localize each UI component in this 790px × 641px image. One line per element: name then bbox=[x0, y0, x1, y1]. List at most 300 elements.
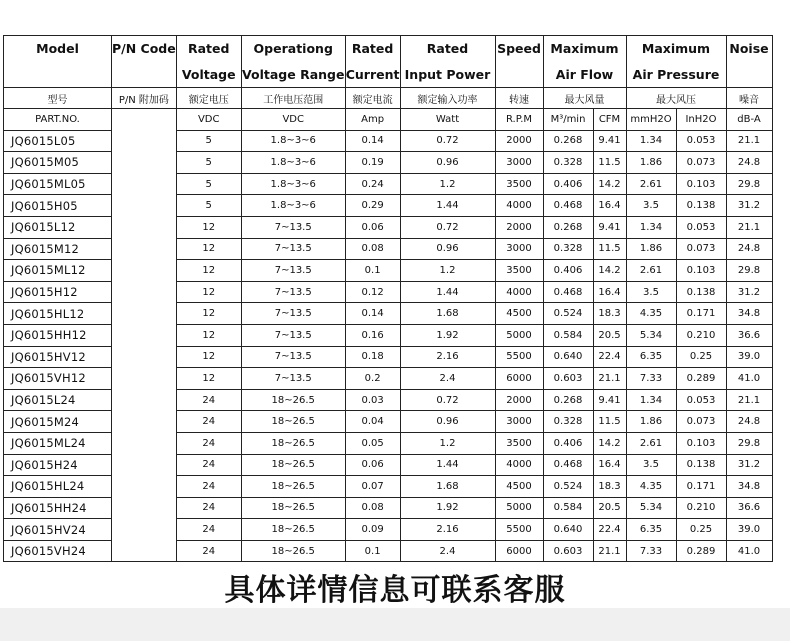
cell-model: JQ6015ML05 bbox=[4, 173, 112, 195]
pn-code-cell bbox=[112, 130, 177, 152]
table-row bbox=[4, 281, 773, 303]
cell-flow-m3: 0.468 bbox=[543, 281, 593, 303]
header-pn-code: P/N Code bbox=[112, 36, 177, 88]
table-row bbox=[4, 389, 773, 411]
header-operating-voltage-1: Operationg bbox=[241, 36, 345, 63]
cell-flow-m3: 0.524 bbox=[543, 476, 593, 498]
cell-flow-m3: 0.640 bbox=[543, 519, 593, 541]
cell-flow-m3: 0.603 bbox=[543, 540, 593, 562]
unit-part-no: PART.NO. bbox=[4, 109, 112, 131]
cell-model: JQ6015H12 bbox=[4, 281, 112, 303]
cell-rated-current: 0.03 bbox=[345, 389, 400, 411]
cell-flow-m3: 0.406 bbox=[543, 260, 593, 282]
table-row bbox=[4, 152, 773, 174]
table-row bbox=[4, 519, 773, 541]
cell-flow-cfm: 16.4 bbox=[593, 281, 626, 303]
cell-voltage-range: 7~13.5 bbox=[241, 368, 345, 390]
header-noise: Noise bbox=[726, 36, 772, 88]
cell-rated-voltage: 24 bbox=[176, 519, 241, 541]
cell-speed: 4000 bbox=[495, 195, 543, 217]
header-air-flow-1: Maximum bbox=[543, 36, 626, 63]
unit-voltage: VDC bbox=[176, 109, 241, 131]
unit-flow-cfm: CFM bbox=[593, 109, 626, 131]
cell-speed: 5500 bbox=[495, 346, 543, 368]
cell-rated-current: 0.19 bbox=[345, 152, 400, 174]
table-row bbox=[4, 346, 773, 368]
cell-pressure-mm: 7.33 bbox=[626, 368, 676, 390]
cell-speed: 2000 bbox=[495, 216, 543, 238]
table-row bbox=[4, 454, 773, 476]
cell-input-power: 0.96 bbox=[400, 152, 495, 174]
cell-rated-voltage: 12 bbox=[176, 368, 241, 390]
cell-input-power: 1.2 bbox=[400, 432, 495, 454]
cell-flow-m3: 0.468 bbox=[543, 195, 593, 217]
cell-pressure-mm: 6.35 bbox=[626, 519, 676, 541]
spec-table bbox=[3, 35, 773, 562]
cell-voltage-range: 18~26.5 bbox=[241, 411, 345, 433]
cell-flow-m3: 0.268 bbox=[543, 389, 593, 411]
unit-noise: dB-A bbox=[726, 109, 772, 131]
table-row bbox=[4, 476, 773, 498]
cell-rated-voltage: 24 bbox=[176, 476, 241, 498]
unit-power: Watt bbox=[400, 109, 495, 131]
cell-flow-cfm: 9.41 bbox=[593, 130, 626, 152]
cell-speed: 5000 bbox=[495, 324, 543, 346]
cell-noise: 24.8 bbox=[726, 411, 772, 433]
table-row bbox=[4, 216, 773, 238]
cell-rated-voltage: 5 bbox=[176, 173, 241, 195]
cell-pressure-mm: 6.35 bbox=[626, 346, 676, 368]
cell-speed: 4000 bbox=[495, 454, 543, 476]
cell-pressure-in: 0.138 bbox=[676, 195, 726, 217]
header-cn-operating-voltage: 工作电压范围 bbox=[241, 88, 345, 109]
cell-pressure-in: 0.138 bbox=[676, 454, 726, 476]
cell-pressure-in: 0.053 bbox=[676, 130, 726, 152]
cell-voltage-range: 7~13.5 bbox=[241, 238, 345, 260]
header-cn-pn-code: P/N 附加码 bbox=[112, 88, 177, 109]
cell-flow-m3: 0.584 bbox=[543, 497, 593, 519]
header-rated-voltage-1: Rated bbox=[176, 36, 241, 63]
cell-pressure-in: 0.073 bbox=[676, 152, 726, 174]
cell-model: JQ6015HH24 bbox=[4, 497, 112, 519]
pn-code-cell bbox=[112, 281, 177, 303]
pn-code-cell bbox=[112, 173, 177, 195]
cell-rated-current: 0.08 bbox=[345, 238, 400, 260]
cell-input-power: 2.16 bbox=[400, 519, 495, 541]
cell-speed: 3500 bbox=[495, 432, 543, 454]
header-air-pressure-2: Air Pressure bbox=[626, 62, 726, 87]
cell-rated-current: 0.16 bbox=[345, 324, 400, 346]
cell-flow-cfm: 16.4 bbox=[593, 195, 626, 217]
cell-voltage-range: 1.8~3~6 bbox=[241, 195, 345, 217]
pn-code-cell bbox=[112, 368, 177, 390]
cell-pressure-in: 0.053 bbox=[676, 216, 726, 238]
cell-speed: 2000 bbox=[495, 389, 543, 411]
cell-rated-voltage: 12 bbox=[176, 260, 241, 282]
cell-noise: 39.0 bbox=[726, 346, 772, 368]
header-rated-current-2: Current bbox=[345, 62, 400, 87]
cell-rated-voltage: 24 bbox=[176, 389, 241, 411]
pn-code-cell bbox=[112, 216, 177, 238]
pn-code-cell bbox=[112, 454, 177, 476]
table-row bbox=[4, 173, 773, 195]
cell-pressure-mm: 3.5 bbox=[626, 454, 676, 476]
cell-flow-cfm: 18.3 bbox=[593, 303, 626, 325]
cell-flow-m3: 0.584 bbox=[543, 324, 593, 346]
cell-model: JQ6015H05 bbox=[4, 195, 112, 217]
cell-pressure-mm: 7.33 bbox=[626, 540, 676, 562]
cell-rated-current: 0.04 bbox=[345, 411, 400, 433]
unit-flow-m3: M³/min bbox=[543, 109, 593, 131]
cell-pressure-mm: 1.86 bbox=[626, 411, 676, 433]
cell-rated-voltage: 5 bbox=[176, 130, 241, 152]
pn-code-cell bbox=[112, 195, 177, 217]
cell-input-power: 1.2 bbox=[400, 173, 495, 195]
pn-code-cell bbox=[112, 432, 177, 454]
cell-flow-m3: 0.328 bbox=[543, 411, 593, 433]
cell-noise: 36.6 bbox=[726, 497, 772, 519]
cell-input-power: 1.44 bbox=[400, 195, 495, 217]
cell-voltage-range: 18~26.5 bbox=[241, 454, 345, 476]
cell-model: JQ6015L05 bbox=[4, 130, 112, 152]
cell-rated-voltage: 12 bbox=[176, 238, 241, 260]
cell-input-power: 2.4 bbox=[400, 540, 495, 562]
cell-pressure-in: 0.210 bbox=[676, 497, 726, 519]
pn-code-cell bbox=[112, 476, 177, 498]
cell-flow-cfm: 9.41 bbox=[593, 389, 626, 411]
cell-rated-voltage: 12 bbox=[176, 324, 241, 346]
cell-voltage-range: 18~26.5 bbox=[241, 519, 345, 541]
cell-pressure-mm: 2.61 bbox=[626, 260, 676, 282]
cell-input-power: 1.44 bbox=[400, 454, 495, 476]
cell-noise: 39.0 bbox=[726, 519, 772, 541]
unit-voltage-range: VDC bbox=[241, 109, 345, 131]
cell-model: JQ6015M12 bbox=[4, 238, 112, 260]
table-row bbox=[4, 368, 773, 390]
cell-noise: 31.2 bbox=[726, 281, 772, 303]
cell-pressure-in: 0.171 bbox=[676, 476, 726, 498]
cell-rated-current: 0.05 bbox=[345, 432, 400, 454]
cell-pressure-mm: 5.34 bbox=[626, 324, 676, 346]
cell-flow-cfm: 21.1 bbox=[593, 540, 626, 562]
cell-flow-cfm: 20.5 bbox=[593, 497, 626, 519]
cell-rated-voltage: 24 bbox=[176, 454, 241, 476]
cell-flow-m3: 0.328 bbox=[543, 152, 593, 174]
cell-flow-cfm: 20.5 bbox=[593, 324, 626, 346]
cell-model: JQ6015L12 bbox=[4, 216, 112, 238]
cell-pressure-in: 0.073 bbox=[676, 238, 726, 260]
header-cn-input-power: 额定输入功率 bbox=[400, 88, 495, 109]
cell-rated-current: 0.06 bbox=[345, 216, 400, 238]
cell-pressure-mm: 2.61 bbox=[626, 432, 676, 454]
cell-pressure-in: 0.289 bbox=[676, 368, 726, 390]
cell-input-power: 1.68 bbox=[400, 476, 495, 498]
header-row-english bbox=[4, 36, 773, 63]
cell-model: JQ6015VH24 bbox=[4, 540, 112, 562]
cell-pressure-mm: 4.35 bbox=[626, 303, 676, 325]
cell-flow-m3: 0.603 bbox=[543, 368, 593, 390]
cell-pressure-mm: 1.86 bbox=[626, 238, 676, 260]
cell-voltage-range: 1.8~3~6 bbox=[241, 152, 345, 174]
cell-input-power: 1.68 bbox=[400, 303, 495, 325]
units-row bbox=[4, 109, 773, 131]
cell-noise: 24.8 bbox=[726, 238, 772, 260]
pn-code-cell bbox=[112, 152, 177, 174]
cell-noise: 29.8 bbox=[726, 432, 772, 454]
pn-code-cell bbox=[112, 519, 177, 541]
cell-flow-cfm: 9.41 bbox=[593, 216, 626, 238]
cell-flow-m3: 0.468 bbox=[543, 454, 593, 476]
cell-speed: 4000 bbox=[495, 281, 543, 303]
header-rated-current-1: Rated bbox=[345, 36, 400, 63]
cell-pressure-mm: 4.35 bbox=[626, 476, 676, 498]
cell-input-power: 0.96 bbox=[400, 238, 495, 260]
header-air-pressure-1: Maximum bbox=[626, 36, 726, 63]
cell-pressure-in: 0.073 bbox=[676, 411, 726, 433]
table-row bbox=[4, 432, 773, 454]
cell-speed: 4500 bbox=[495, 303, 543, 325]
header-cn-rated-voltage: 额定电压 bbox=[176, 88, 241, 109]
cell-speed: 6000 bbox=[495, 368, 543, 390]
cell-input-power: 2.16 bbox=[400, 346, 495, 368]
cell-pressure-mm: 2.61 bbox=[626, 173, 676, 195]
cell-noise: 21.1 bbox=[726, 130, 772, 152]
cell-voltage-range: 18~26.5 bbox=[241, 476, 345, 498]
cell-voltage-range: 18~26.5 bbox=[241, 389, 345, 411]
table-row bbox=[4, 260, 773, 282]
cell-pressure-mm: 3.5 bbox=[626, 281, 676, 303]
cell-pressure-mm: 3.5 bbox=[626, 195, 676, 217]
cell-noise: 34.8 bbox=[726, 303, 772, 325]
cell-flow-m3: 0.524 bbox=[543, 303, 593, 325]
table-row bbox=[4, 411, 773, 433]
unit-current: Amp bbox=[345, 109, 400, 131]
cell-model: JQ6015M05 bbox=[4, 152, 112, 174]
cell-rated-current: 0.08 bbox=[345, 497, 400, 519]
cell-rated-current: 0.1 bbox=[345, 540, 400, 562]
cell-model: JQ6015HL24 bbox=[4, 476, 112, 498]
cell-speed: 3000 bbox=[495, 238, 543, 260]
cell-rated-current: 0.1 bbox=[345, 260, 400, 282]
cell-model: JQ6015L24 bbox=[4, 389, 112, 411]
header-rated-voltage-2: Voltage bbox=[176, 62, 241, 87]
cell-rated-current: 0.09 bbox=[345, 519, 400, 541]
cell-voltage-range: 7~13.5 bbox=[241, 281, 345, 303]
header-speed: Speed bbox=[495, 36, 543, 88]
cell-pressure-in: 0.103 bbox=[676, 173, 726, 195]
cell-flow-cfm: 18.3 bbox=[593, 476, 626, 498]
cell-pressure-in: 0.171 bbox=[676, 303, 726, 325]
cell-rated-current: 0.29 bbox=[345, 195, 400, 217]
header-cn-speed: 转速 bbox=[495, 88, 543, 109]
cell-flow-cfm: 14.2 bbox=[593, 173, 626, 195]
table-row bbox=[4, 324, 773, 346]
cell-noise: 29.8 bbox=[726, 260, 772, 282]
cell-speed: 3500 bbox=[495, 260, 543, 282]
cell-flow-m3: 0.328 bbox=[543, 238, 593, 260]
cell-model: JQ6015HV24 bbox=[4, 519, 112, 541]
cell-flow-cfm: 11.5 bbox=[593, 238, 626, 260]
cell-flow-cfm: 21.1 bbox=[593, 368, 626, 390]
cell-rated-current: 0.14 bbox=[345, 130, 400, 152]
cell-rated-voltage: 5 bbox=[176, 195, 241, 217]
cell-flow-cfm: 22.4 bbox=[593, 519, 626, 541]
cell-rated-voltage: 12 bbox=[176, 216, 241, 238]
cell-rated-voltage: 12 bbox=[176, 303, 241, 325]
header-operating-voltage-2: Voltage Range bbox=[241, 62, 345, 87]
cell-noise: 31.2 bbox=[726, 195, 772, 217]
cell-rated-voltage: 24 bbox=[176, 432, 241, 454]
cell-model: JQ6015HH12 bbox=[4, 324, 112, 346]
table-row bbox=[4, 195, 773, 217]
cell-rated-current: 0.24 bbox=[345, 173, 400, 195]
cell-voltage-range: 7~13.5 bbox=[241, 216, 345, 238]
cell-model: JQ6015HL12 bbox=[4, 303, 112, 325]
cell-rated-current: 0.12 bbox=[345, 281, 400, 303]
cell-pressure-in: 0.25 bbox=[676, 519, 726, 541]
cell-pressure-in: 0.210 bbox=[676, 324, 726, 346]
cell-pressure-mm: 1.34 bbox=[626, 389, 676, 411]
cell-model: JQ6015ML12 bbox=[4, 260, 112, 282]
cell-input-power: 2.4 bbox=[400, 368, 495, 390]
unit-pressure-mm: mmH2O bbox=[626, 109, 676, 131]
pn-code-cell bbox=[112, 324, 177, 346]
cell-rated-current: 0.06 bbox=[345, 454, 400, 476]
header-cn-rated-current: 额定电流 bbox=[345, 88, 400, 109]
pn-code-cell bbox=[112, 540, 177, 562]
header-cn-air-flow: 最大风量 bbox=[543, 88, 626, 109]
cell-flow-cfm: 22.4 bbox=[593, 346, 626, 368]
cell-voltage-range: 7~13.5 bbox=[241, 260, 345, 282]
table-row bbox=[4, 303, 773, 325]
cell-pressure-mm: 1.34 bbox=[626, 216, 676, 238]
cell-voltage-range: 18~26.5 bbox=[241, 432, 345, 454]
cell-rated-voltage: 24 bbox=[176, 411, 241, 433]
cell-pressure-in: 0.103 bbox=[676, 432, 726, 454]
cell-noise: 29.8 bbox=[726, 173, 772, 195]
cell-noise: 31.2 bbox=[726, 454, 772, 476]
cell-speed: 2000 bbox=[495, 130, 543, 152]
contact-service-note: 具体详情信息可联系客服 bbox=[224, 573, 566, 608]
header-air-flow-2: Air Flow bbox=[543, 62, 626, 87]
cell-flow-m3: 0.268 bbox=[543, 216, 593, 238]
cell-input-power: 0.72 bbox=[400, 389, 495, 411]
header-input-power-2: Input Power bbox=[400, 62, 495, 87]
cell-pressure-mm: 5.34 bbox=[626, 497, 676, 519]
cell-voltage-range: 1.8~3~6 bbox=[241, 130, 345, 152]
cell-input-power: 1.2 bbox=[400, 260, 495, 282]
cell-input-power: 1.92 bbox=[400, 324, 495, 346]
cell-pressure-in: 0.053 bbox=[676, 389, 726, 411]
pn-code-cell bbox=[112, 346, 177, 368]
header-cn-air-pressure: 最大风压 bbox=[626, 88, 726, 109]
cell-speed: 5000 bbox=[495, 497, 543, 519]
cell-model: JQ6015M24 bbox=[4, 411, 112, 433]
cell-pressure-in: 0.289 bbox=[676, 540, 726, 562]
cell-input-power: 0.72 bbox=[400, 130, 495, 152]
cell-flow-m3: 0.406 bbox=[543, 432, 593, 454]
cell-model: JQ6015VH12 bbox=[4, 368, 112, 390]
header-cn-noise: 噪音 bbox=[726, 88, 772, 109]
unit-speed: R.P.M bbox=[495, 109, 543, 131]
cell-speed: 4500 bbox=[495, 476, 543, 498]
cell-pressure-in: 0.138 bbox=[676, 281, 726, 303]
cell-model: JQ6015H24 bbox=[4, 454, 112, 476]
cell-noise: 41.0 bbox=[726, 540, 772, 562]
cell-rated-current: 0.14 bbox=[345, 303, 400, 325]
pn-code-cell bbox=[112, 389, 177, 411]
cell-voltage-range: 7~13.5 bbox=[241, 324, 345, 346]
cell-rated-voltage: 12 bbox=[176, 346, 241, 368]
pn-code-cell bbox=[112, 260, 177, 282]
cell-rated-voltage: 24 bbox=[176, 540, 241, 562]
cell-flow-cfm: 11.5 bbox=[593, 411, 626, 433]
cell-flow-cfm: 14.2 bbox=[593, 260, 626, 282]
cell-model: JQ6015HV12 bbox=[4, 346, 112, 368]
cell-flow-cfm: 14.2 bbox=[593, 432, 626, 454]
cell-input-power: 1.92 bbox=[400, 497, 495, 519]
cell-input-power: 0.72 bbox=[400, 216, 495, 238]
cell-speed: 6000 bbox=[495, 540, 543, 562]
cell-voltage-range: 18~26.5 bbox=[241, 540, 345, 562]
cell-flow-m3: 0.406 bbox=[543, 173, 593, 195]
cell-voltage-range: 18~26.5 bbox=[241, 497, 345, 519]
cell-noise: 24.8 bbox=[726, 152, 772, 174]
cell-flow-cfm: 11.5 bbox=[593, 152, 626, 174]
cell-pressure-in: 0.103 bbox=[676, 260, 726, 282]
cell-pressure-in: 0.25 bbox=[676, 346, 726, 368]
cell-speed: 5500 bbox=[495, 519, 543, 541]
cell-rated-voltage: 5 bbox=[176, 152, 241, 174]
cell-speed: 3000 bbox=[495, 411, 543, 433]
cell-input-power: 0.96 bbox=[400, 411, 495, 433]
table-row bbox=[4, 238, 773, 260]
pn-code-cell bbox=[112, 109, 177, 131]
cell-rated-current: 0.07 bbox=[345, 476, 400, 498]
cell-noise: 21.1 bbox=[726, 389, 772, 411]
cell-rated-voltage: 12 bbox=[176, 281, 241, 303]
table-row bbox=[4, 540, 773, 562]
table-row bbox=[4, 497, 773, 519]
cell-voltage-range: 7~13.5 bbox=[241, 303, 345, 325]
cell-rated-current: 0.2 bbox=[345, 368, 400, 390]
cell-input-power: 1.44 bbox=[400, 281, 495, 303]
table-row bbox=[4, 130, 773, 152]
cell-noise: 36.6 bbox=[726, 324, 772, 346]
cell-pressure-mm: 1.86 bbox=[626, 152, 676, 174]
cell-noise: 21.1 bbox=[726, 216, 772, 238]
cell-rated-voltage: 24 bbox=[176, 497, 241, 519]
cell-flow-m3: 0.268 bbox=[543, 130, 593, 152]
pn-code-cell bbox=[112, 411, 177, 433]
page-bottom-band bbox=[0, 608, 790, 641]
cell-flow-cfm: 16.4 bbox=[593, 454, 626, 476]
cell-speed: 3500 bbox=[495, 173, 543, 195]
cell-speed: 3000 bbox=[495, 152, 543, 174]
cell-rated-current: 0.18 bbox=[345, 346, 400, 368]
cell-noise: 34.8 bbox=[726, 476, 772, 498]
cell-pressure-mm: 1.34 bbox=[626, 130, 676, 152]
header-model: Model bbox=[4, 36, 112, 88]
cell-flow-m3: 0.640 bbox=[543, 346, 593, 368]
pn-code-cell bbox=[112, 497, 177, 519]
cell-noise: 41.0 bbox=[726, 368, 772, 390]
header-row-chinese bbox=[4, 88, 773, 109]
unit-pressure-in: InH2O bbox=[676, 109, 726, 131]
header-input-power-1: Rated bbox=[400, 36, 495, 63]
cell-voltage-range: 1.8~3~6 bbox=[241, 173, 345, 195]
pn-code-cell bbox=[112, 303, 177, 325]
